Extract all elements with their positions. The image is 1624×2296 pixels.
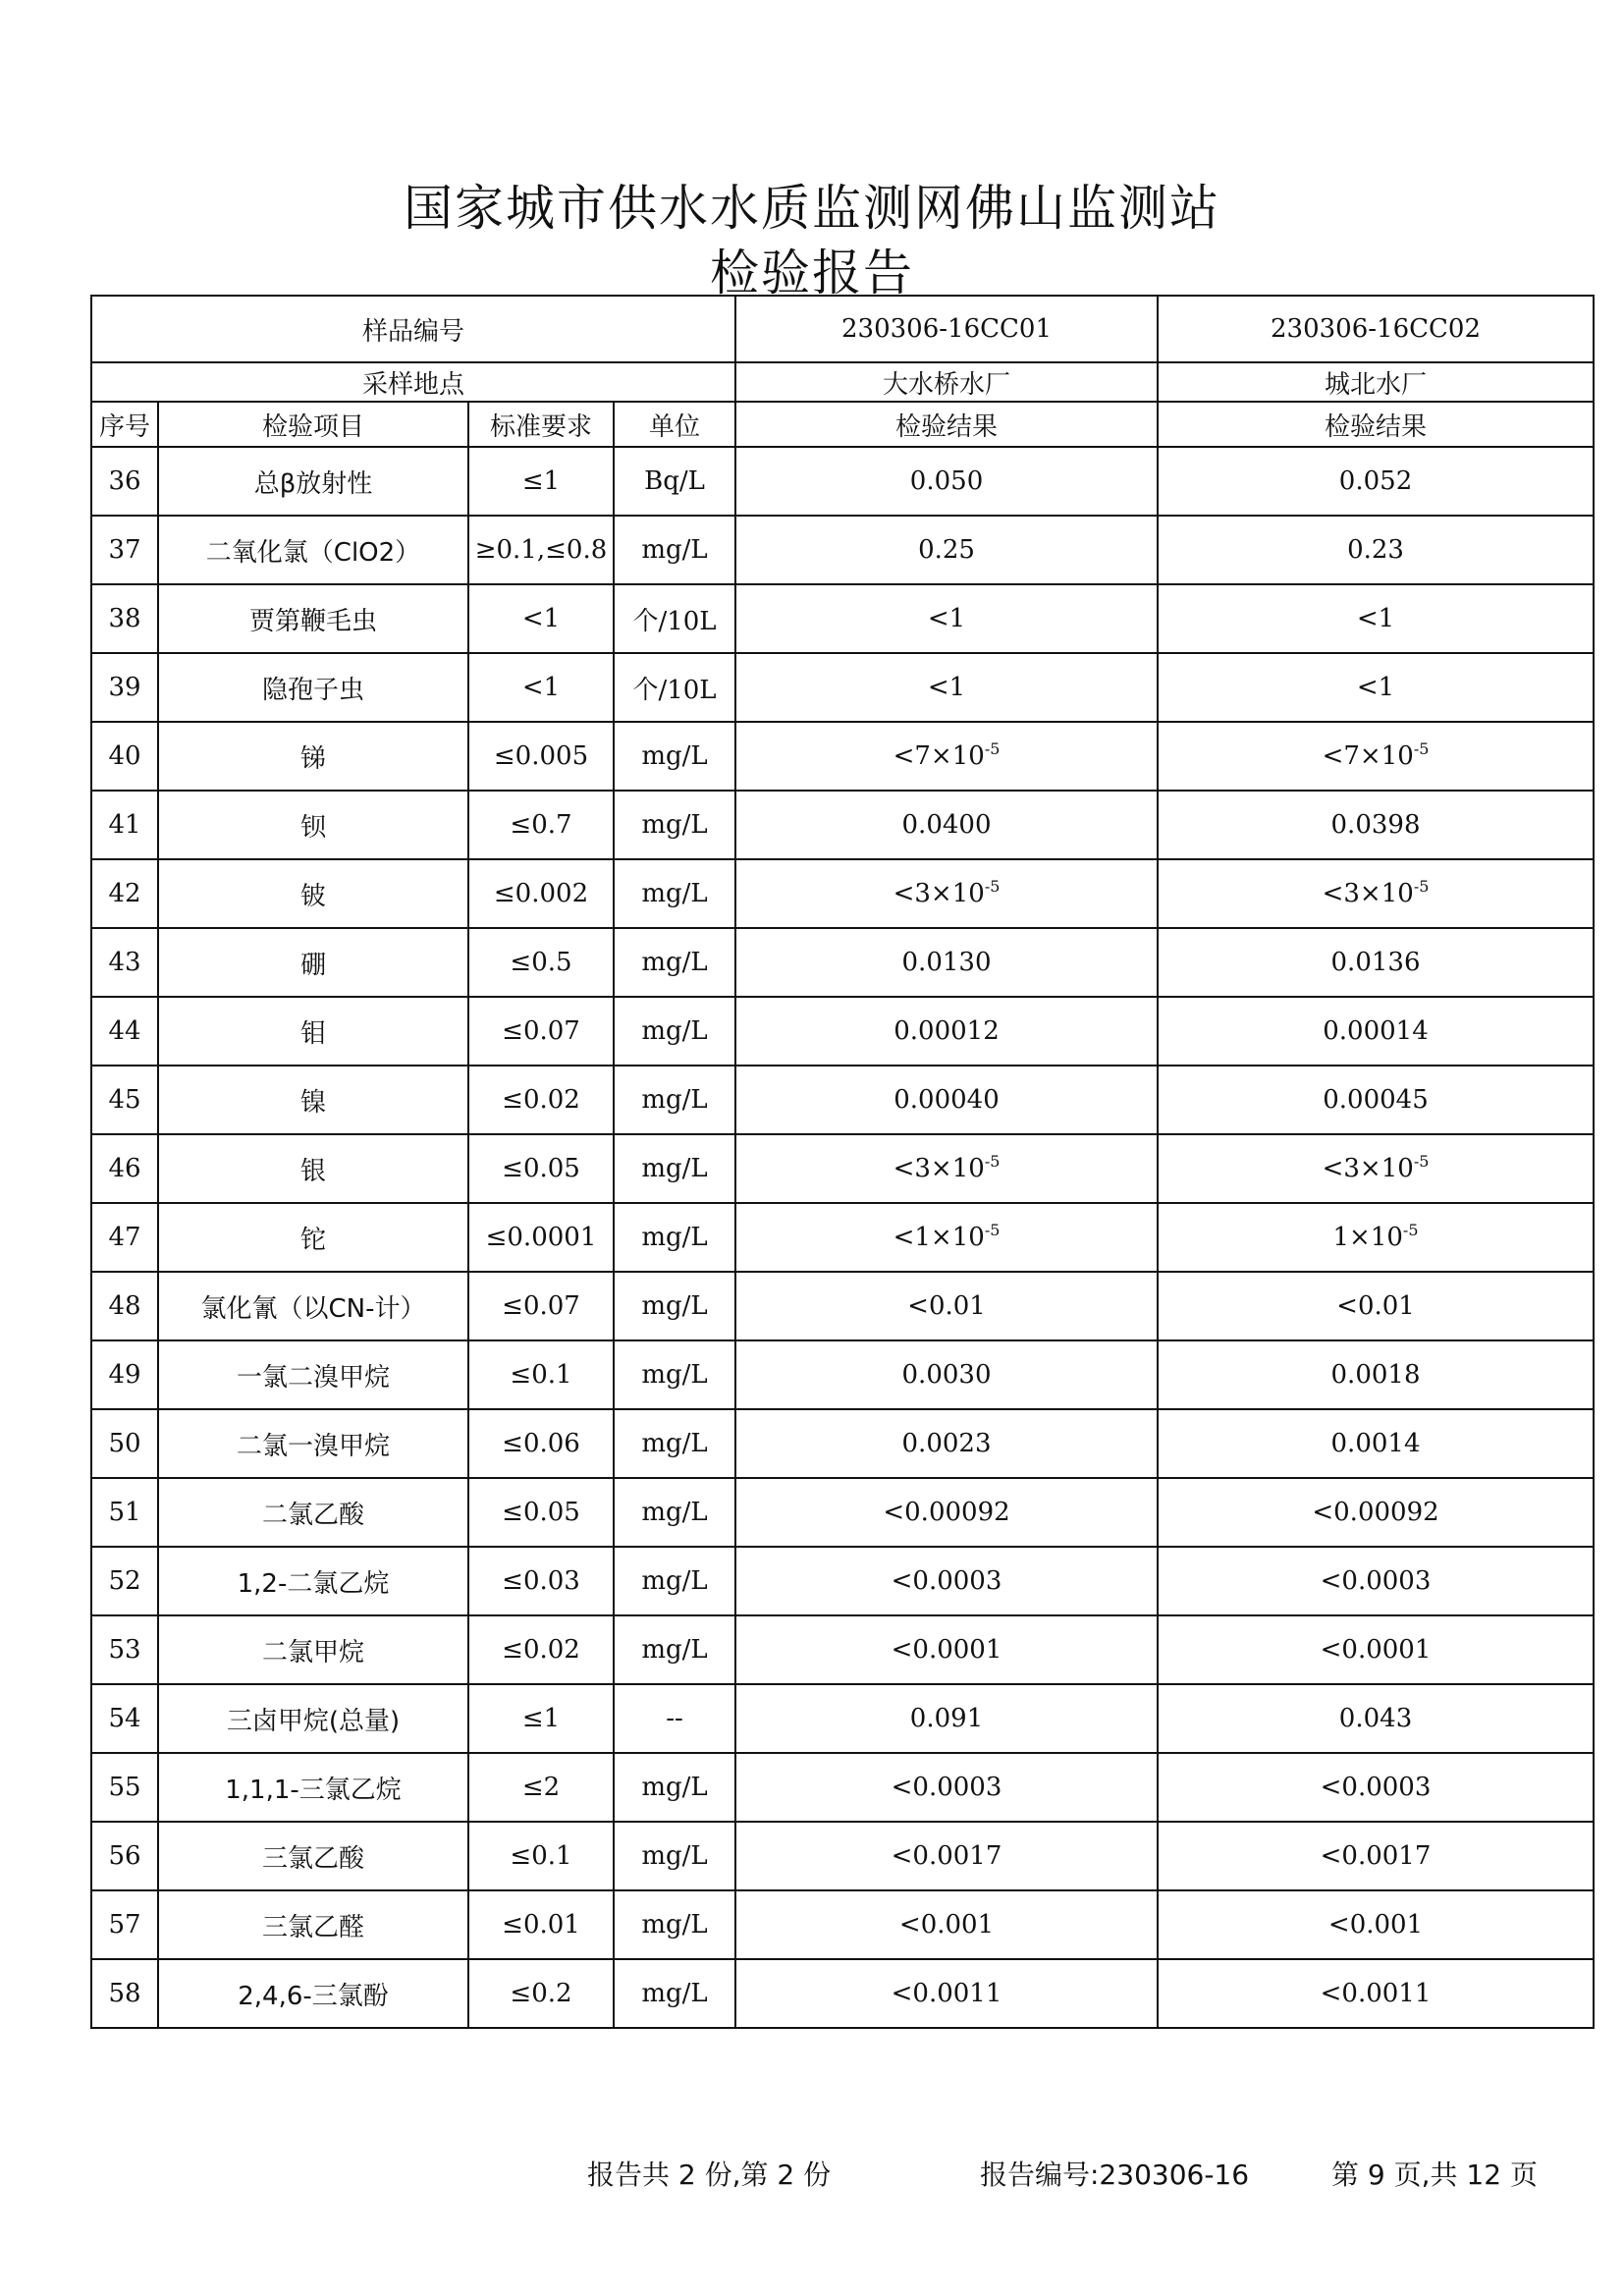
result1-cell: <0.0003	[735, 1753, 1158, 1822]
seq-cell: 41	[91, 791, 158, 859]
exponent: -5	[1413, 739, 1430, 758]
result2-cell: $<7\times 10^{-5}$	[1158, 722, 1594, 791]
item-cell: 隐孢子虫	[158, 653, 468, 722]
result1-cell: <0.0003	[735, 1547, 1158, 1615]
report-number: 报告编号:230306-16	[980, 2159, 1250, 2191]
unit-cell: mg/L	[614, 1340, 735, 1409]
result2-cell: 0.0398	[1158, 791, 1594, 859]
item-cell: 镍	[158, 1066, 468, 1134]
table-row	[91, 1684, 1594, 1753]
seq-cell: 48	[91, 1272, 158, 1340]
result1-cell: <0.001	[735, 1890, 1158, 1959]
result2-cell: <0.001	[1158, 1890, 1594, 1959]
result2-cell: <0.0003	[1158, 1753, 1594, 1822]
result2-cell: <0.0011	[1158, 1959, 1594, 2028]
table-row	[91, 997, 1594, 1066]
report-title: 国家城市供水水质监测网佛山监测站	[404, 180, 1220, 237]
seq-cell: 43	[91, 928, 158, 997]
result1-cell: 0.25	[735, 516, 1158, 584]
table-row	[91, 722, 1594, 791]
item-cell: 银	[158, 1134, 468, 1203]
exponent: -5	[1413, 877, 1430, 896]
table-row	[91, 1134, 1594, 1203]
result1-cell: $<3\times 10^{-5}$	[735, 1134, 1158, 1203]
item-cell: 铍	[158, 859, 468, 928]
unit-cell: mg/L	[614, 1203, 735, 1272]
seq-cell: 52	[91, 1547, 158, 1615]
standard-cell: ≤0.02	[468, 1066, 614, 1134]
item-cell: 总β放射性	[158, 447, 468, 516]
item-cell: 钡	[158, 791, 468, 859]
standard-cell: <1	[468, 584, 614, 653]
table-row	[91, 1272, 1594, 1340]
unit-cell: mg/L	[614, 1822, 735, 1890]
standard-cell: ≤0.2	[468, 1959, 614, 2028]
seq-cell: 40	[91, 722, 158, 791]
table-row	[91, 928, 1594, 997]
exponent: -5	[984, 739, 1001, 758]
col-result1-header: 检验结果	[735, 402, 1158, 447]
table-row	[91, 1822, 1594, 1890]
unit-cell: Bq/L	[614, 447, 735, 516]
result2-cell: <1	[1158, 653, 1594, 722]
seq-cell: 51	[91, 1478, 158, 1547]
item-cell: 氯化氰（以CN-计）	[158, 1272, 468, 1340]
seq-cell: 44	[91, 997, 158, 1066]
unit-cell: --	[614, 1684, 735, 1753]
col-item-header: 检验项目	[158, 402, 468, 447]
sample-id-row	[91, 296, 1594, 362]
table-row	[91, 1409, 1594, 1478]
seq-cell: 50	[91, 1409, 158, 1478]
result1-cell: <0.00092	[735, 1478, 1158, 1547]
standard-cell: ≤0.0001	[468, 1203, 614, 1272]
item-cell: 钼	[158, 997, 468, 1066]
table-row	[91, 516, 1594, 584]
sample-no-label: 样品编号	[91, 296, 735, 362]
unit-cell: mg/L	[614, 1753, 735, 1822]
exponent: -5	[984, 1152, 1001, 1171]
seq-cell: 39	[91, 653, 158, 722]
standard-cell: ≤0.002	[468, 859, 614, 928]
exponent: -5	[1413, 1152, 1430, 1171]
item-cell: 三氯乙酸	[158, 1822, 468, 1890]
item-cell: 1,2-二氯乙烷	[158, 1547, 468, 1615]
seq-cell: 37	[91, 516, 158, 584]
result1-cell: 0.050	[735, 447, 1158, 516]
result2-cell: 0.043	[1158, 1684, 1594, 1753]
seq-cell: 45	[91, 1066, 158, 1134]
unit-cell: mg/L	[614, 1272, 735, 1340]
col-standard-header: 标准要求	[468, 402, 614, 447]
standard-cell: ≤1	[468, 1684, 614, 1753]
result1-cell: <0.0001	[735, 1615, 1158, 1684]
result1-cell: 0.00040	[735, 1066, 1158, 1134]
item-cell: 二氯乙酸	[158, 1478, 468, 1547]
result1-cell: 0.0130	[735, 928, 1158, 997]
location-label: 采样地点	[91, 362, 735, 402]
result2-cell: $1\times 10^{-5}$	[1158, 1203, 1594, 1272]
standard-cell: ≤0.06	[468, 1409, 614, 1478]
result1-cell: <0.01	[735, 1272, 1158, 1340]
result2-cell: <0.00092	[1158, 1478, 1594, 1547]
result2-cell: <1	[1158, 584, 1594, 653]
standard-cell: ≤0.03	[468, 1547, 614, 1615]
unit-cell: mg/L	[614, 1890, 735, 1959]
unit-cell: mg/L	[614, 928, 735, 997]
results-table	[90, 295, 1595, 2029]
item-cell: 一氯二溴甲烷	[158, 1340, 468, 1409]
result1-cell: 0.0400	[735, 791, 1158, 859]
report-subtitle: 检验报告	[710, 245, 914, 301]
result2-cell: 0.0018	[1158, 1340, 1594, 1409]
result1-cell: 0.0030	[735, 1340, 1158, 1409]
result2-cell: 0.0014	[1158, 1409, 1594, 1478]
unit-cell: mg/L	[614, 1066, 735, 1134]
standard-cell: ≤0.1	[468, 1822, 614, 1890]
col-result2-header: 检验结果	[1158, 402, 1594, 447]
unit-cell: mg/L	[614, 859, 735, 928]
item-cell: 铊	[158, 1203, 468, 1272]
unit-cell: mg/L	[614, 1959, 735, 2028]
column-header-row	[91, 402, 1594, 447]
unit-cell: mg/L	[614, 1547, 735, 1615]
exponent: -5	[984, 877, 1001, 896]
result2-cell: <0.01	[1158, 1272, 1594, 1340]
seq-cell: 58	[91, 1959, 158, 2028]
standard-cell: ≤0.07	[468, 1272, 614, 1340]
unit-cell: mg/L	[614, 1134, 735, 1203]
table-row	[91, 1753, 1594, 1822]
table-row	[91, 1478, 1594, 1547]
result1-cell: 0.091	[735, 1684, 1158, 1753]
result2-cell: 0.00045	[1158, 1066, 1594, 1134]
seq-cell: 47	[91, 1203, 158, 1272]
table-row	[91, 1959, 1594, 2028]
location-1: 大水桥水厂	[735, 362, 1158, 402]
seq-cell: 46	[91, 1134, 158, 1203]
item-cell: 三氯乙醛	[158, 1890, 468, 1959]
item-cell: 2,4,6-三氯酚	[158, 1959, 468, 2028]
result1-cell: <0.0011	[735, 1959, 1158, 2028]
result2-cell: <0.0017	[1158, 1822, 1594, 1890]
result1-cell: <0.0017	[735, 1822, 1158, 1890]
result2-cell: $<3\times 10^{-5}$	[1158, 1134, 1594, 1203]
item-cell: 锑	[158, 722, 468, 791]
seq-cell: 56	[91, 1822, 158, 1890]
table-row	[91, 1547, 1594, 1615]
seq-cell: 49	[91, 1340, 158, 1409]
seq-cell: 53	[91, 1615, 158, 1684]
unit-cell: 个/10L	[614, 653, 735, 722]
seq-cell: 55	[91, 1753, 158, 1822]
col-seq-header: 序号	[91, 402, 158, 447]
table-row	[91, 1066, 1594, 1134]
result2-cell: <0.0001	[1158, 1615, 1594, 1684]
item-cell: 三卤甲烷(总量)	[158, 1684, 468, 1753]
table-row	[91, 447, 1594, 516]
col-unit-header: 单位	[614, 402, 735, 447]
standard-cell: ≤2	[468, 1753, 614, 1822]
result2-cell: 0.052	[1158, 447, 1594, 516]
standard-cell: ≥0.1,≤0.8	[468, 516, 614, 584]
table-row	[91, 1340, 1594, 1409]
unit-cell: mg/L	[614, 791, 735, 859]
exponent: -5	[1402, 1221, 1419, 1239]
result1-cell: <1	[735, 584, 1158, 653]
unit-cell: 个/10L	[614, 584, 735, 653]
unit-cell: mg/L	[614, 1409, 735, 1478]
result2-cell: $<3\times 10^{-5}$	[1158, 859, 1594, 928]
standard-cell: ≤1	[468, 447, 614, 516]
table-row	[91, 1890, 1594, 1959]
standard-cell: ≤0.05	[468, 1134, 614, 1203]
result1-cell: 0.00012	[735, 997, 1158, 1066]
exponent: -5	[984, 1221, 1001, 1239]
item-cell: 二氯甲烷	[158, 1615, 468, 1684]
seq-cell: 38	[91, 584, 158, 653]
standard-cell: ≤0.5	[468, 928, 614, 997]
table-row	[91, 1203, 1594, 1272]
result2-cell: 0.0136	[1158, 928, 1594, 997]
item-cell: 1,1,1-三氯乙烷	[158, 1753, 468, 1822]
item-cell: 二氯一溴甲烷	[158, 1409, 468, 1478]
table-row	[91, 653, 1594, 722]
result2-cell: <0.0003	[1158, 1547, 1594, 1615]
location-2: 城北水厂	[1158, 362, 1594, 402]
seq-cell: 57	[91, 1890, 158, 1959]
item-cell: 硼	[158, 928, 468, 997]
table-row	[91, 791, 1594, 859]
result2-cell: 0.23	[1158, 516, 1594, 584]
result1-cell: 0.0023	[735, 1409, 1158, 1478]
table-row	[91, 584, 1594, 653]
standard-cell: ≤0.05	[468, 1478, 614, 1547]
location-row	[91, 362, 1594, 402]
item-cell: 贾第鞭毛虫	[158, 584, 468, 653]
standard-cell: ≤0.02	[468, 1615, 614, 1684]
table-row	[91, 859, 1594, 928]
seq-cell: 42	[91, 859, 158, 928]
page-number: 第 9 页,共 12 页	[1331, 2159, 1538, 2191]
standard-cell: <1	[468, 653, 614, 722]
standard-cell: ≤0.1	[468, 1340, 614, 1409]
standard-cell: ≤0.005	[468, 722, 614, 791]
unit-cell: mg/L	[614, 1478, 735, 1547]
standard-cell: ≤0.7	[468, 791, 614, 859]
result2-cell: 0.00014	[1158, 997, 1594, 1066]
unit-cell: mg/L	[614, 1615, 735, 1684]
unit-cell: mg/L	[614, 722, 735, 791]
copies-info: 报告共 2 份,第 2 份	[587, 2159, 832, 2191]
unit-cell: mg/L	[614, 997, 735, 1066]
table-row	[91, 1615, 1594, 1684]
unit-cell: mg/L	[614, 516, 735, 584]
sample-id-1: 230306-16CC01	[735, 296, 1158, 362]
item-cell: 二氧化氯（ClO2）	[158, 516, 468, 584]
sample-id-2: 230306-16CC02	[1158, 296, 1594, 362]
result1-cell: <1	[735, 653, 1158, 722]
seq-cell: 54	[91, 1684, 158, 1753]
standard-cell: ≤0.01	[468, 1890, 614, 1959]
result1-cell: $<3\times 10^{-5}$	[735, 859, 1158, 928]
result1-cell: $<7\times 10^{-5}$	[735, 722, 1158, 791]
result1-cell: $<1\times 10^{-5}$	[735, 1203, 1158, 1272]
standard-cell: ≤0.07	[468, 997, 614, 1066]
seq-cell: 36	[91, 447, 158, 516]
